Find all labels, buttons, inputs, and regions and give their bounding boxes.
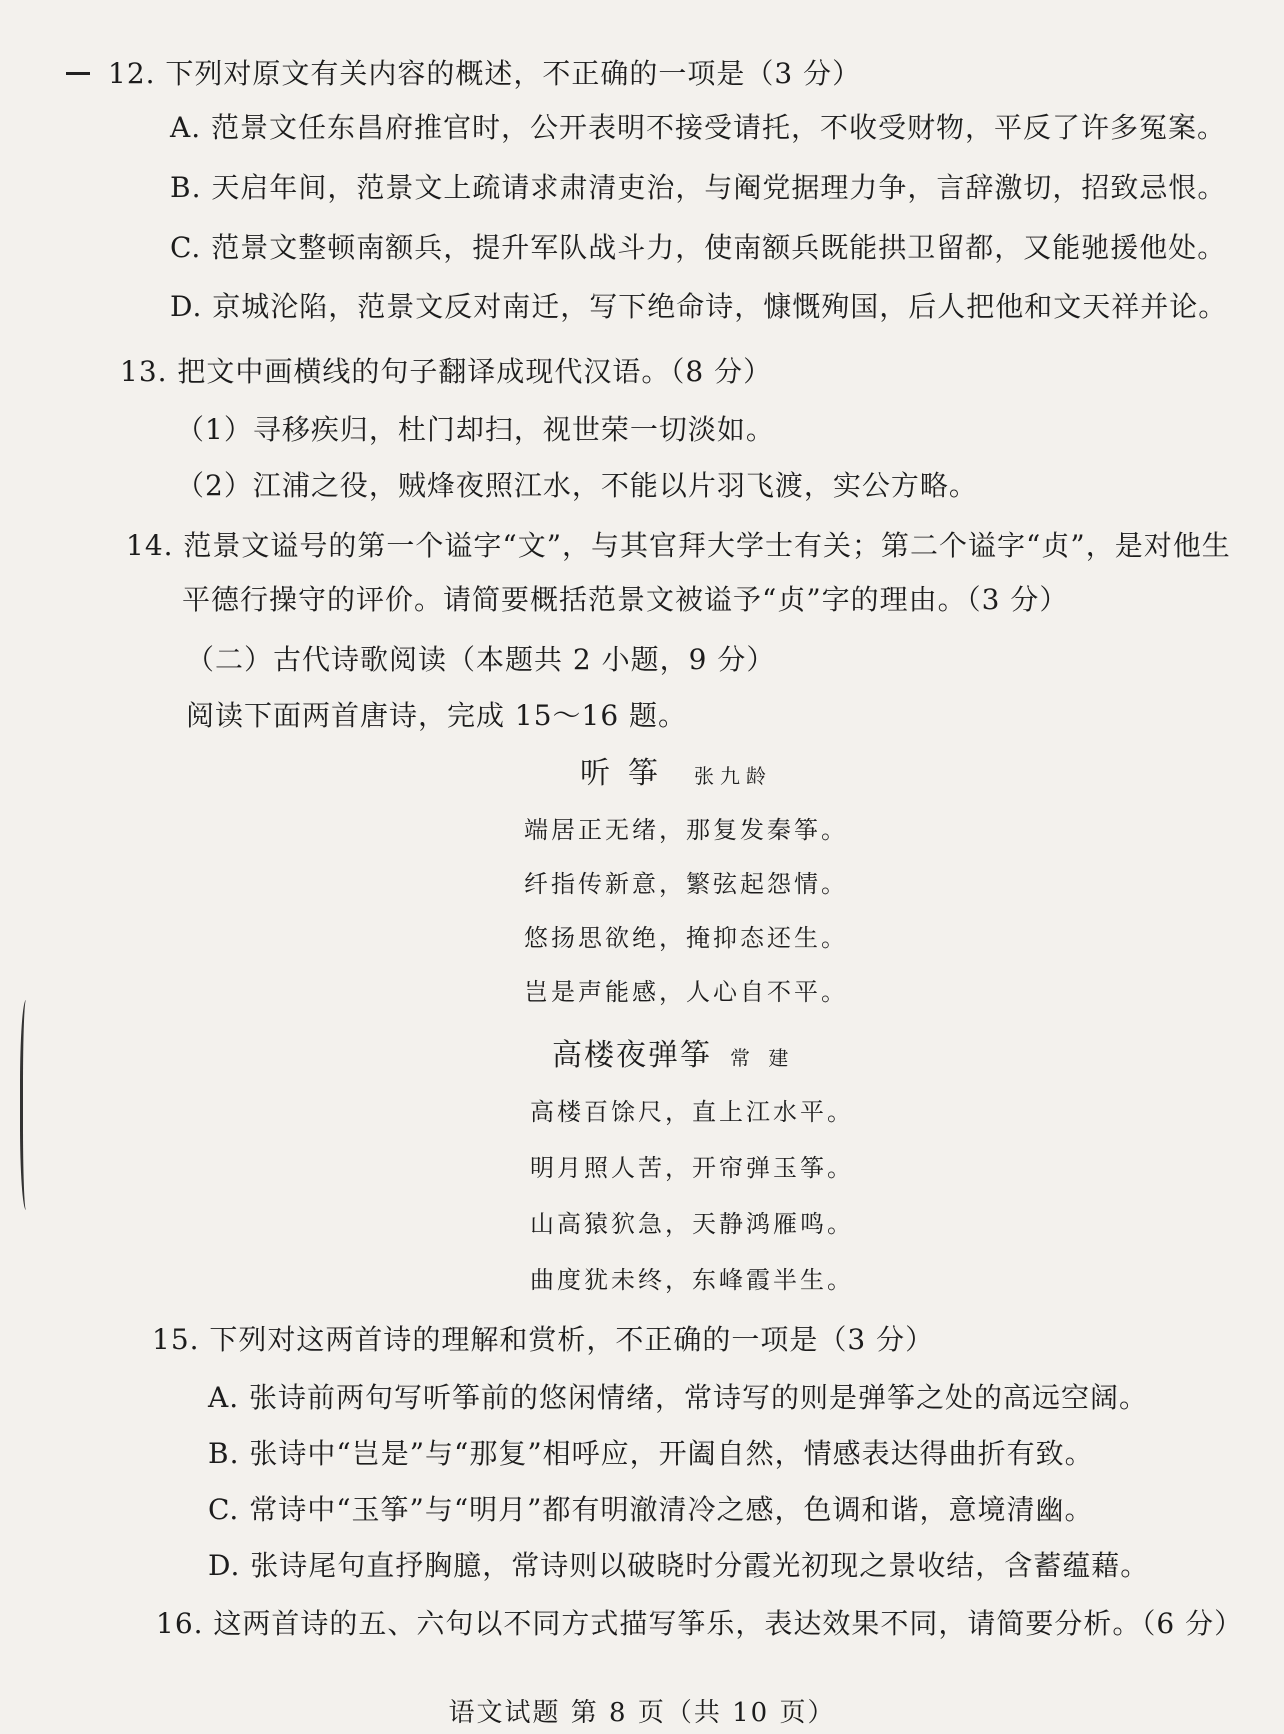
poem-1-line-1: 端居正无绪，那复发秦筝。 (524, 816, 848, 844)
section-heading: （二）古代诗歌阅读（本题共 2 小题，9 分） (186, 643, 776, 676)
q15-option-c: C. 常诗中“玉筝”与“明月”都有明澈清冷之感，色调和谐，意境清幽。 (208, 1493, 1094, 1526)
question-14-line-1: 14. 范景文谥号的第一个谥字“文”，与其官拜大学士有关；第二个谥字“贞”，是对他生 (126, 529, 1231, 562)
poem-2-title: 高楼夜弹筝 (552, 1038, 712, 1073)
poem-2-author: 常 建 (730, 1046, 795, 1070)
poem-2-line-1: 高楼百馀尺，直上江水平。 (530, 1098, 854, 1126)
q12-option-c: C. 范景文整顿南额兵，提升军队战斗力，使南额兵既能拱卫留都，又能驰援他处。 (170, 231, 1227, 264)
poem-2-line-4: 曲度犹未终，东峰霞半生。 (530, 1266, 854, 1294)
question-16: 16. 这两首诗的五、六句以不同方式描写筝乐，表达效果不同，请简要分析。（6 分） (156, 1607, 1244, 1640)
q12-option-d: D. 京城沦陷，范景文反对南迁，写下绝命诗，慷慨殉国，后人把他和文天祥并论。 (170, 290, 1228, 323)
section-instruction: 阅读下面两首唐诗，完成 15～16 题。 (186, 699, 688, 732)
poem-1-line-2: 纤指传新意，繁弦起怨情。 (524, 870, 848, 898)
q13-item-1: （1）寻移疾归，杜门却扫，视世荣一切淡如。 (176, 413, 775, 446)
question-12: 12. 下列对原文有关内容的概述，不正确的一项是（3 分） (108, 57, 862, 90)
q13-item-2: （2）江浦之役，贼烽夜照江水，不能以片羽飞渡，实公方略。 (176, 469, 978, 502)
q12-option-b: B. 天启年间，范景文上疏请求肃清吏治，与阉党据理力争，言辞激切，招致忌恨。 (170, 171, 1227, 204)
poem-1-heading (580, 748, 772, 792)
poem-1-line-3: 悠扬思欲绝，掩抑态还生。 (524, 924, 848, 952)
question-13: 13. 把文中画横线的句子翻译成现代汉语。（8 分） (120, 355, 773, 388)
question-15: 15. 下列对这两首诗的理解和赏析，不正确的一项是（3 分） (152, 1323, 935, 1356)
poem-1-line-4: 岂是声能感，人心自不平。 (524, 978, 848, 1006)
poem-1-title: 听筝 (580, 756, 676, 791)
question-14-line-2: 平德行操守的评价。请简要概括范景文被谥予“贞”字的理由。（3 分） (182, 583, 1069, 616)
q15-option-d: D. 张诗尾句直抒胸臆，常诗则以破晓时分霞光初现之景收结，含蓄蕴藉。 (208, 1549, 1150, 1582)
page-footer: 语文试题 第 8 页（共 10 页） (448, 1698, 836, 1728)
poem-1-author: 张九龄 (694, 764, 772, 788)
pen-mark (66, 72, 90, 75)
poem-2-line-2: 明月照人苦，开帘弹玉筝。 (530, 1154, 854, 1182)
poem-2-heading (552, 1030, 794, 1074)
margin-bracket-mark (20, 1000, 35, 1210)
poem-2-line-3: 山高猿狖急，天静鸿雁鸣。 (530, 1210, 854, 1238)
q15-option-a: A. 张诗前两句写听筝前的悠闲情绪，常诗写的则是弹筝之处的高远空阔。 (208, 1381, 1149, 1414)
q12-option-a: A. 范景文任东昌府推官时，公开表明不接受请托，不收受财物，平反了许多冤案。 (170, 111, 1227, 144)
q15-option-b: B. 张诗中“岂是”与“那复”相呼应，开阖自然，情感表达得曲折有致。 (208, 1437, 1094, 1470)
